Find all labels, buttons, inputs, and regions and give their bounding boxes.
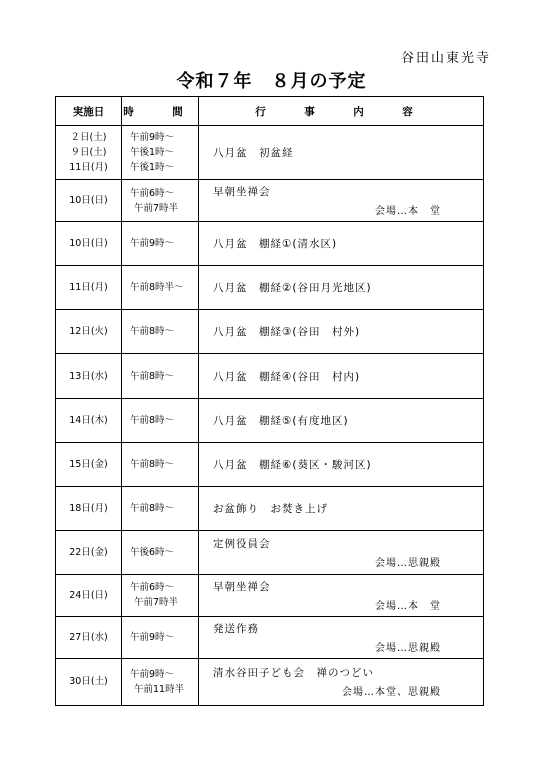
event-time-cell <box>122 530 199 574</box>
event-date-cell <box>56 310 122 354</box>
table-row <box>56 354 484 398</box>
event-time: 午前9時～ <box>130 132 175 144</box>
event-content-cell <box>199 266 484 310</box>
event-time-cell <box>122 222 199 266</box>
table-row <box>56 126 484 180</box>
table-row <box>56 222 484 266</box>
event-title: 早朝坐禅会 <box>213 186 271 199</box>
table-row <box>56 310 484 354</box>
event-date: 18日(月) <box>69 502 108 514</box>
event-title: 八月盆 棚経②(谷田月光地区) <box>213 282 372 295</box>
event-venue: 会場…本 堂 <box>375 600 441 612</box>
event-time-cell <box>122 398 199 442</box>
event-time: 午前11時半 <box>134 683 185 695</box>
event-date: 14日(木) <box>69 414 108 426</box>
event-title: 八月盆 棚経③(谷田 村外) <box>213 326 361 339</box>
event-date-cell <box>56 354 122 398</box>
event-date: 24日(日) <box>69 589 108 601</box>
event-date-cell <box>56 658 122 705</box>
event-date: ９日(土) <box>70 147 107 159</box>
event-time-cell <box>122 616 199 658</box>
event-date: 11日(月) <box>69 162 108 174</box>
event-time-cell <box>122 310 199 354</box>
table-row <box>56 616 484 658</box>
event-date-cell <box>56 266 122 310</box>
table-row <box>56 574 484 616</box>
event-content-cell <box>199 616 484 658</box>
event-title: 発送作務 <box>213 622 259 635</box>
event-date-cell <box>56 180 122 222</box>
event-time: 午前8時～ <box>130 370 175 382</box>
event-venue: 会場…思親殿 <box>375 642 441 654</box>
event-time: 午前7時半 <box>134 202 179 214</box>
event-date-cell <box>56 616 122 658</box>
event-title: 八月盆 初盆経 <box>213 147 294 160</box>
event-title: お盆飾り お焚き上げ <box>213 502 328 515</box>
column-header-event: 行 事 内 容 <box>199 97 484 126</box>
event-content-cell <box>199 486 484 530</box>
event-content-cell <box>199 398 484 442</box>
event-time-cell <box>122 354 199 398</box>
event-date: ２日(土) <box>70 132 107 144</box>
event-date: 22日(金) <box>69 546 108 558</box>
temple-name: 谷田山東光寺 <box>400 51 491 66</box>
event-time-cell <box>122 574 199 616</box>
event-venue: 会場…本 堂 <box>375 206 441 218</box>
event-time-cell <box>122 658 199 705</box>
event-title: 八月盆 棚経④(谷田 村内) <box>213 370 361 383</box>
event-time: 午前7時半 <box>134 597 179 609</box>
event-date-cell <box>56 574 122 616</box>
event-time: 午前9時～ <box>130 668 175 680</box>
event-time: 午前8時～ <box>130 414 175 426</box>
table-row <box>56 658 484 705</box>
table-header-row <box>56 97 484 126</box>
event-title: 清水谷田子ども会 禅のつどい <box>213 667 374 680</box>
event-date-cell <box>56 126 122 180</box>
event-time: 午前6時～ <box>130 187 175 199</box>
event-title: 定例役員会 <box>213 537 271 550</box>
table-row <box>56 486 484 530</box>
event-content-cell <box>199 222 484 266</box>
event-time: 午後1時～ <box>130 162 175 174</box>
event-time-cell <box>122 486 199 530</box>
event-date-cell <box>56 486 122 530</box>
column-header-date: 実施日 <box>56 97 122 126</box>
event-time: 午前9時～ <box>130 238 175 250</box>
event-date: 10日(日) <box>69 195 108 207</box>
table-row <box>56 530 484 574</box>
event-content-cell <box>199 530 484 574</box>
event-time: 午前8時～ <box>130 458 175 470</box>
event-date: 15日(金) <box>69 458 108 470</box>
event-time: 午後1時～ <box>130 147 175 159</box>
event-content-cell <box>199 310 484 354</box>
event-content-cell <box>199 658 484 705</box>
event-title: 早朝坐禅会 <box>213 580 271 593</box>
event-date: 13日(水) <box>69 370 108 382</box>
event-date-cell <box>56 398 122 442</box>
event-date: 10日(日) <box>69 238 108 250</box>
event-content-cell <box>199 574 484 616</box>
column-header-time: 時 間 <box>122 97 199 126</box>
event-date-cell <box>56 442 122 486</box>
event-content-cell <box>199 354 484 398</box>
event-venue: 会場…本堂、思親殿 <box>342 687 441 699</box>
event-time: 午前9時～ <box>130 631 175 643</box>
event-time: 午前8時～ <box>130 502 175 514</box>
event-date: 11日(月) <box>69 282 108 294</box>
table-row <box>56 266 484 310</box>
event-time: 午後6時～ <box>130 546 175 558</box>
event-content-cell <box>199 442 484 486</box>
event-time-cell <box>122 180 199 222</box>
table-row <box>56 398 484 442</box>
event-time: 午前8時～ <box>130 326 175 338</box>
event-date-cell <box>56 222 122 266</box>
event-time-cell <box>122 266 199 310</box>
event-venue: 会場…思親殿 <box>375 557 441 569</box>
table-row <box>56 180 484 222</box>
event-title: 八月盆 棚経⑥(葵区・駿河区) <box>213 458 372 471</box>
event-date: 30日(土) <box>69 676 108 688</box>
event-title: 八月盆 棚経①(清水区) <box>213 238 338 251</box>
schedule-table <box>55 96 484 706</box>
event-time: 午前8時半～ <box>130 282 184 294</box>
event-date-cell <box>56 530 122 574</box>
event-content-cell <box>199 126 484 180</box>
event-time-cell <box>122 442 199 486</box>
event-date: 27日(水) <box>69 631 108 643</box>
event-date: 12日(火) <box>69 326 108 338</box>
event-title: 八月盆 棚経⑤(有度地区) <box>213 414 349 427</box>
event-time: 午前6時～ <box>130 582 175 594</box>
page-title: 令和７年 ８月の予定 <box>176 71 367 92</box>
table-row <box>56 442 484 486</box>
event-content-cell <box>199 180 484 222</box>
event-time-cell <box>122 126 199 180</box>
